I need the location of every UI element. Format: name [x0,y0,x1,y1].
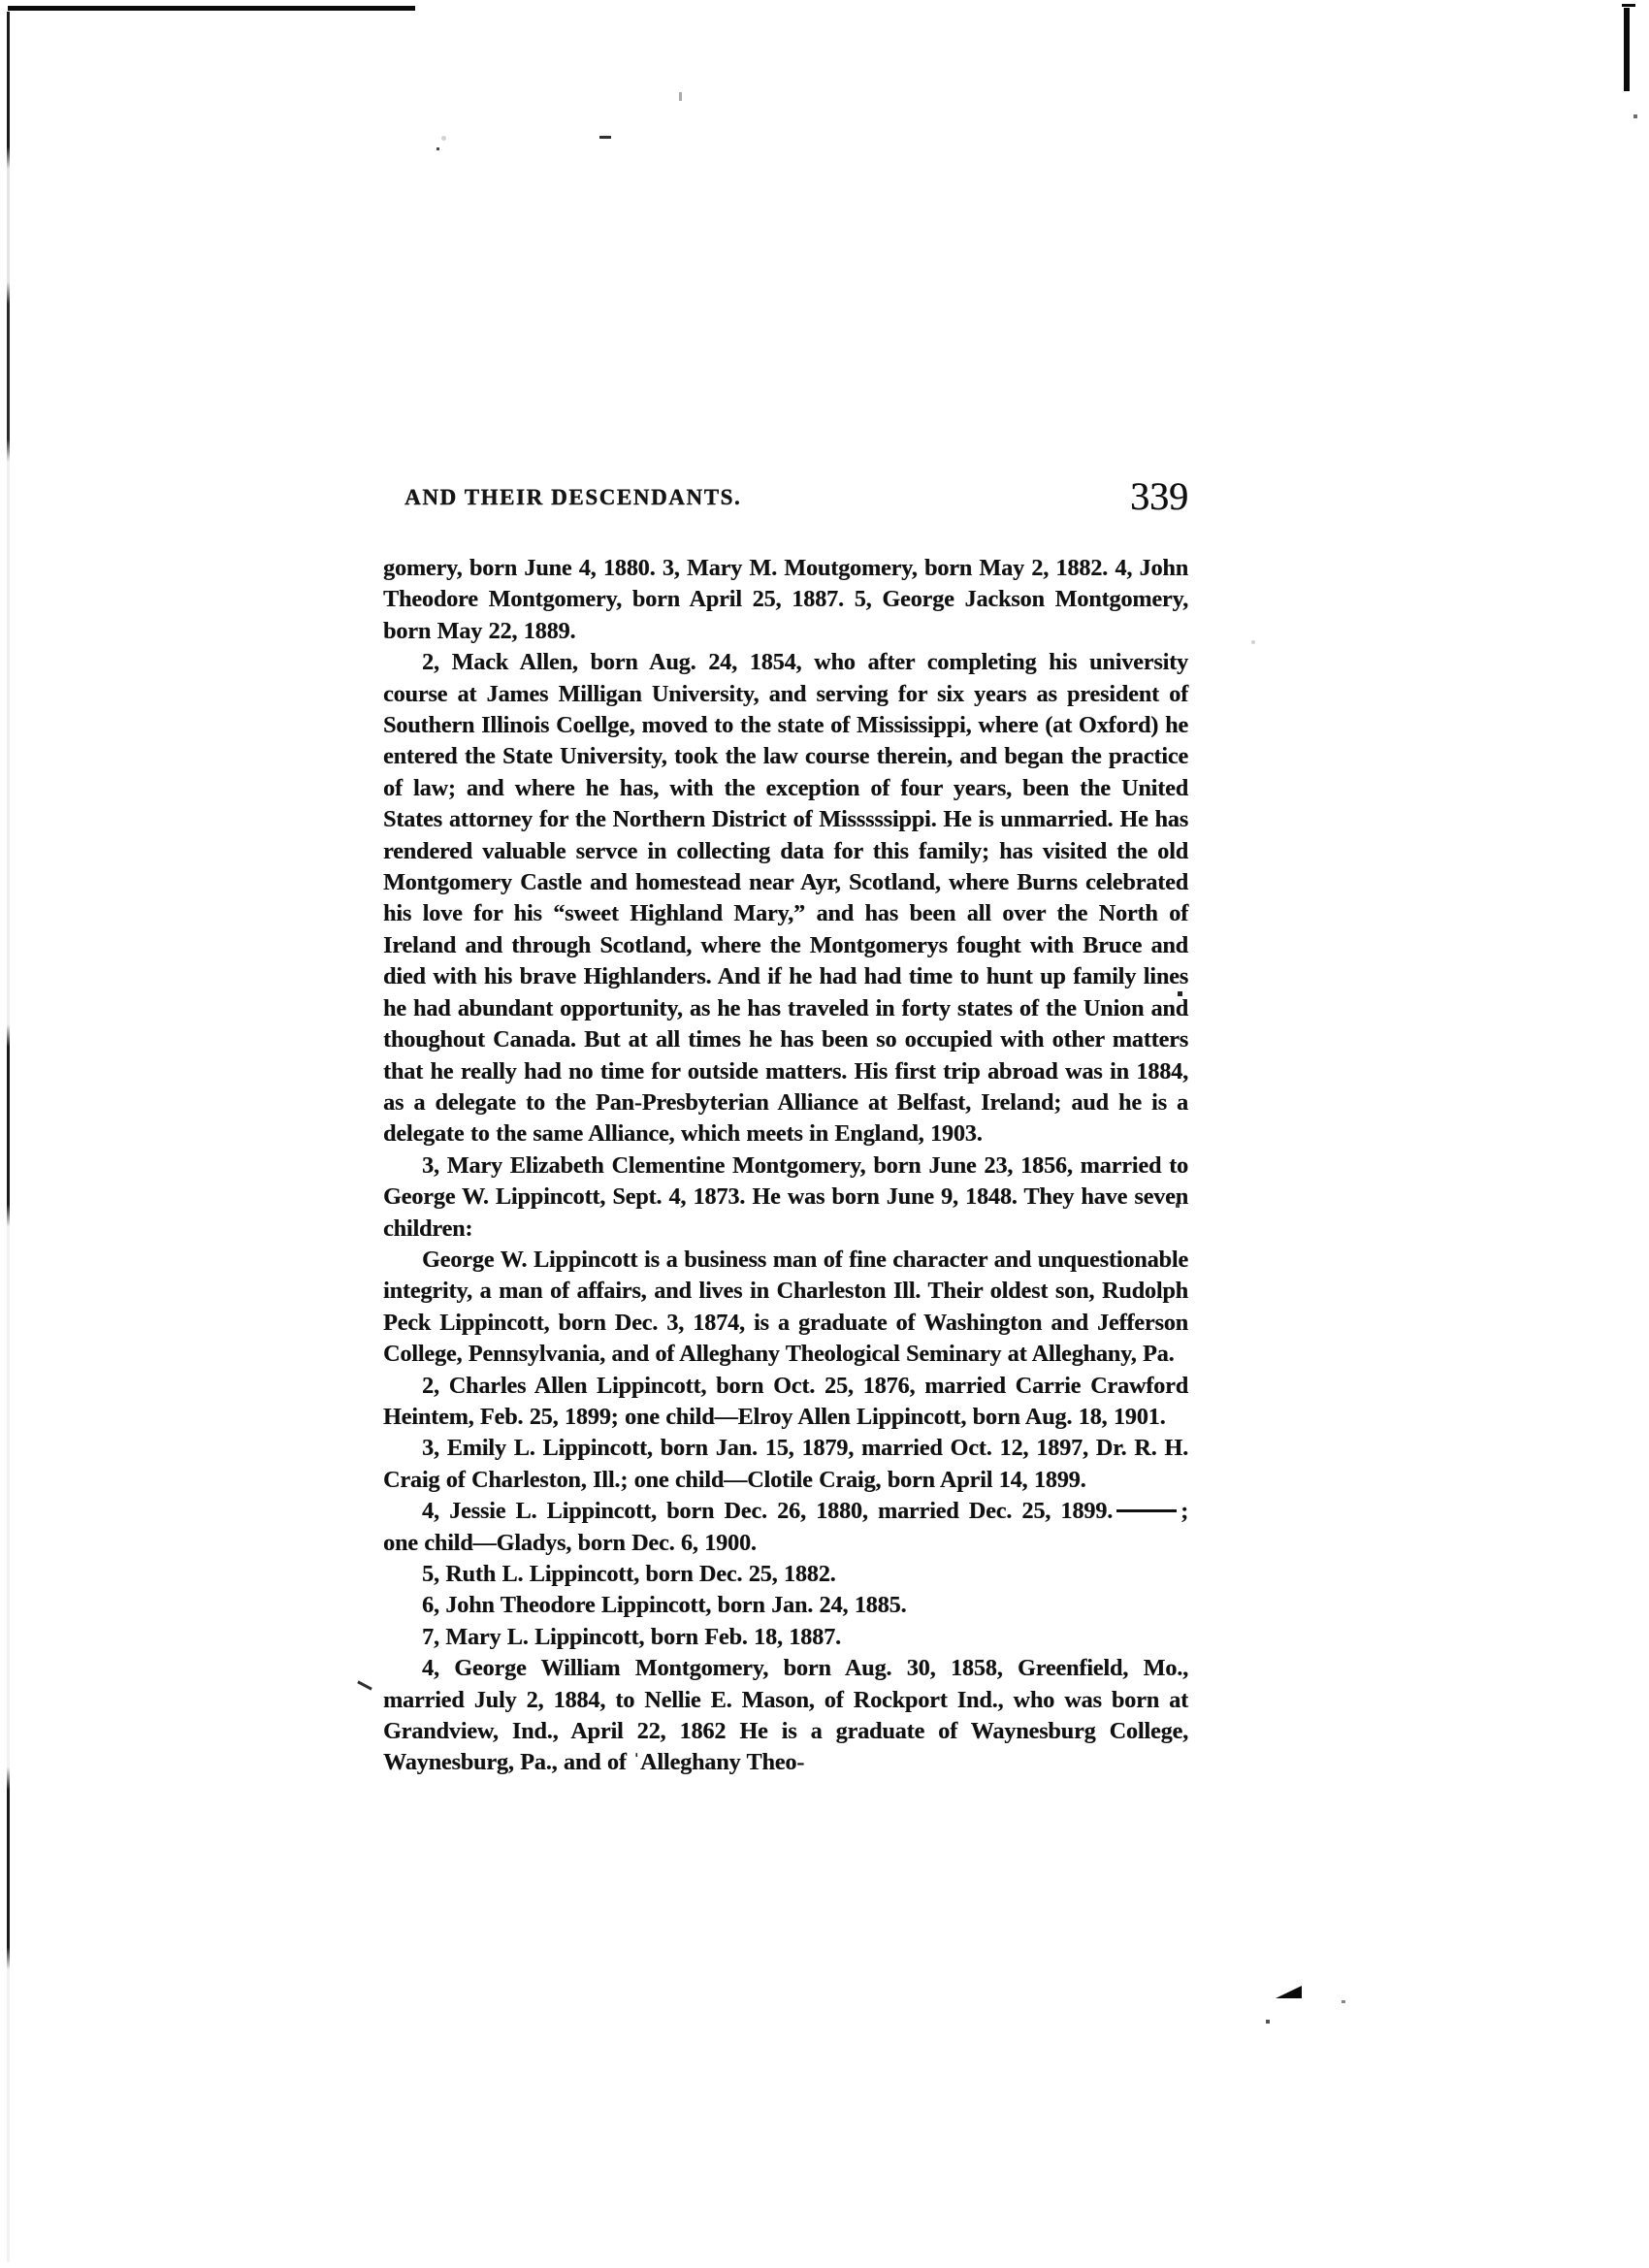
paragraph-ruth-l-lippincott: 5, Ruth L. Lippincott, born Dec. 25, 1882. [422,1561,836,1587]
paragraph-mary-l-lippincott: 7, Mary L. Lippincott, born Feb. 18, 1887. [422,1623,841,1650]
running-head-title: AND THEIR DESCENDANTS. [404,485,742,509]
scan-speck [1342,2000,1345,2003]
scan-speck [1266,2020,1270,2024]
scan-speck [599,136,611,139]
jessie-entry-second-part: ; one child—Gladys, born Dec. 6, 1900. [383,1498,1188,1556]
blank-rule-mark [1116,1509,1177,1512]
paragraph-george-william-montgomery: 4, George William Montgomery, born Aug. 30, 1858, Greenfield, Mo., married July 2, 1884, to Nellie E. Mason, of Rockport Ind., who was born at Grandview, Ind., April 22, 1862 He is a graduate of Waynesburg College, Waynesburg, Pa., and of ˈAlleghany Theo- [383,1655,1188,1776]
scan-speck [679,92,682,101]
paragraph-john-theodore-lippincott: 6, John Theodore Lippincott, born Jan. 24, 1885. [422,1592,907,1619]
paragraph-mary-elizabeth-clementine: 3, Mary Elizabeth Clementine Montgomery, born June 23, 1856, married to George W. Lippincott, Sept. 4, 1873. He was born June 9, 1848. They have seven children: [383,1151,1188,1242]
scan-speck [441,136,446,141]
scan-edge-top-line [8,6,415,11]
paragraph-continued-montgomery-children: gomery, born June 4, 1880. 3, Mary M. Moutgomery, born May 2, 1882. 4, John Theodore Montgomery, born April 25, 1887. 5, George Jackson Montgomery, born May 22, 1889. [383,555,1188,644]
paragraph-mack-allen: 2, Mack Allen, born Aug. 24, 1854, who after completing his university course at James Milligan University, and serving for six years as president of Southern Illinois Coellge, moved to the state of Mississippi, where (at Oxford) he entered the State University, took the law course therein, and began the practice of law; and where he has, with the exception of four years, been the United States attorney for the Northern District of Misssssippi. He is unmarried. He has rendered valuable servce in collecting data for this family; has visited the old Montgomery Castle and homestead near Ayr, Scotland, where Burns celebrated his love for his “sweet Highland Mary,” and has been all over the North of Ireland and through Scotland, where the Montgomerys fought with Bruce and died with his brave Highlanders. And if he had had time to hunt up family lines he had abundant opportunity, as he has traveled in forty states of the Union and thoughout Canada. But at all times he has been so occupied with other matters that he really had no time for outside matters. His first trip abroad was in 1884, as a delegate to the Pan-Presbyterian Alliance at Belfast, Ireland; aud he is a delegate to the same Alliance, which meets in England, 1903. [383,649,1188,1148]
margin-pen-tick [357,1680,372,1690]
paragraph-jessie-l-lippincott [383,1496,1188,1559]
paragraph-charles-allen-lippincott: 2, Charles Allen Lippincott, born Oct. 25, 1876, married Carrie Crawford Heintem, Feb. 25, 1899; one child—Elroy Allen Lippincott, born Aug. 18, 1901. [383,1372,1188,1430]
paragraph-george-w-lippincott: George W. Lippincott is a business man of fine character and unquestionable integrity, a man of affairs, and lives in Charleston Ill. Their oldest son, Rudolph Peck Lippincott, born Dec. 3, 1874, is a graduate of Washington and Jefferson College, Pennsylvania, and of Alleghany Theological Seminary at Alleghany, Pa. [383,1246,1188,1368]
scan-speck [1633,114,1637,118]
paragraph-emily-l-lippincott: 3, Emily L. Lippincott, born Jan. 15, 1879, married Oct. 12, 1897, Dr. R. H. Craig of Charleston, Ill.; one child—Clotile Craig, born April 14, 1899. [383,1435,1188,1493]
running-header [383,474,1188,539]
scan-edge-corner-tick [1622,4,1635,7]
page-number: 339 [1130,474,1188,518]
scan-edge-left-line [7,12,10,2262]
scan-speck [1251,640,1255,644]
text-column [383,474,1188,1779]
scan-speck [436,147,439,150]
jessie-entry-first-part: 4, Jessie L. Lippincott, born Dec. 26, 1880, married Dec. 25, 1899. [422,1498,1114,1525]
scan-edge-right-mark [1624,8,1630,91]
scan-wedge-artifact [1276,1986,1302,1998]
